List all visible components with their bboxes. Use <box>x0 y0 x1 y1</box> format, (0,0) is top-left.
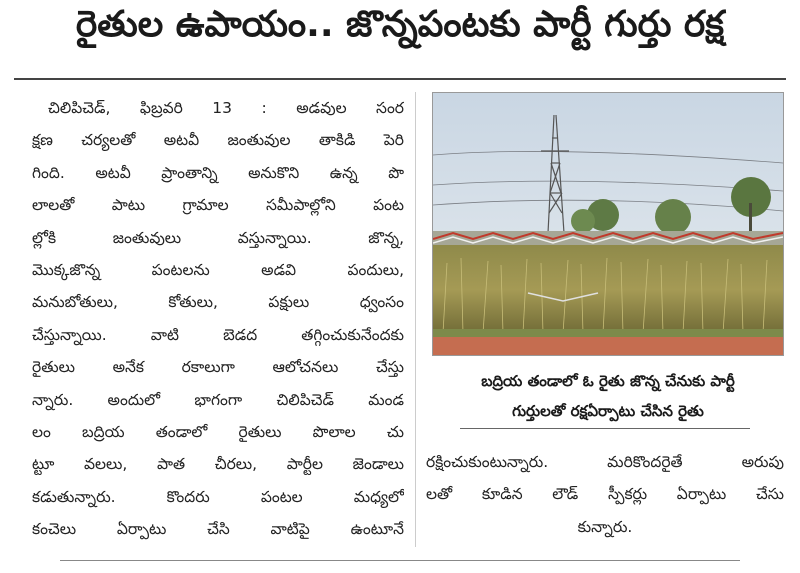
continuation-column <box>426 446 784 543</box>
caption-rule <box>460 428 750 429</box>
body-line: మొక్కజొన్న పంటలను అడవి పందులు, <box>32 260 404 279</box>
bottom-rule <box>60 560 740 561</box>
body-line: న్నారు. అందులో భాగంగా చిలిపిచెడ్ మండ <box>32 390 404 409</box>
caption-line: బద్రియ తండాలో ఓ రైతు జొన్న చేనుకు పార్టీ <box>481 372 735 390</box>
column-divider <box>415 92 416 547</box>
body-line: కడుతున్నారు. కొందరు పంటల మధ్యలో <box>32 487 404 506</box>
continuation-line: లతో కూడిన లౌడ్ స్పీకర్లు ఏర్పాటు చేసు <box>426 485 784 504</box>
body-line: కంచెలు ఏర్పాటు చేసి వాటిపై ఉంటూనే <box>32 520 404 539</box>
photo-caption <box>426 366 790 426</box>
continuation-line: కున్నారు. <box>577 517 633 536</box>
body-line: చేస్తున్నాయి. వాటి బెడద తగ్గించుకునేందకు <box>32 325 404 344</box>
body-line: లాలతో పాటు గ్రామాల సమీపాల్లోని పంట <box>32 196 404 215</box>
body-line: రైతులు అనేక రకాలుగా ఆలోచనలు చేస్తు <box>32 358 404 377</box>
news-photo <box>432 92 784 356</box>
headline-rule <box>14 78 786 80</box>
article-body-column <box>32 92 404 545</box>
headline: రైతుల ఉపాయం.. జొన్నపంటకు పార్టీ గుర్తు రక్ష <box>75 4 725 45</box>
caption-line: గుర్తులతో రక్షఏర్పాటు చేసిన రైతు <box>512 402 704 420</box>
body-line: లం బద్రియ తండాలో రైతులు పొలాల చు <box>32 422 404 441</box>
body-line: క్షణ చర్యలతో అటవీ జంతువుల తాకిడి పెరి <box>32 131 404 150</box>
continuation-line: రక్షించుకుంటున్నారు. మరికొందరైతే అరుపు <box>426 453 784 471</box>
body-line: ల్లోకి జంతువులు వస్తున్నాయి. జొన్న, <box>32 228 404 247</box>
body-line: గింది. అటవీ ప్రాంతాన్ని అనుకొని ఉన్న పొ <box>32 163 404 182</box>
body-line: చిలిపిచెడ్, ఫిబ్రవరి 13 : అడవుల సంర <box>48 99 404 117</box>
body-line: ట్టూ వలలు, పాత చీరలు, పార్టీల జెండాలు <box>32 455 404 474</box>
body-line: మనుబోతులు, కోతులు, పక్షులు ధ్వంసం <box>32 293 404 312</box>
